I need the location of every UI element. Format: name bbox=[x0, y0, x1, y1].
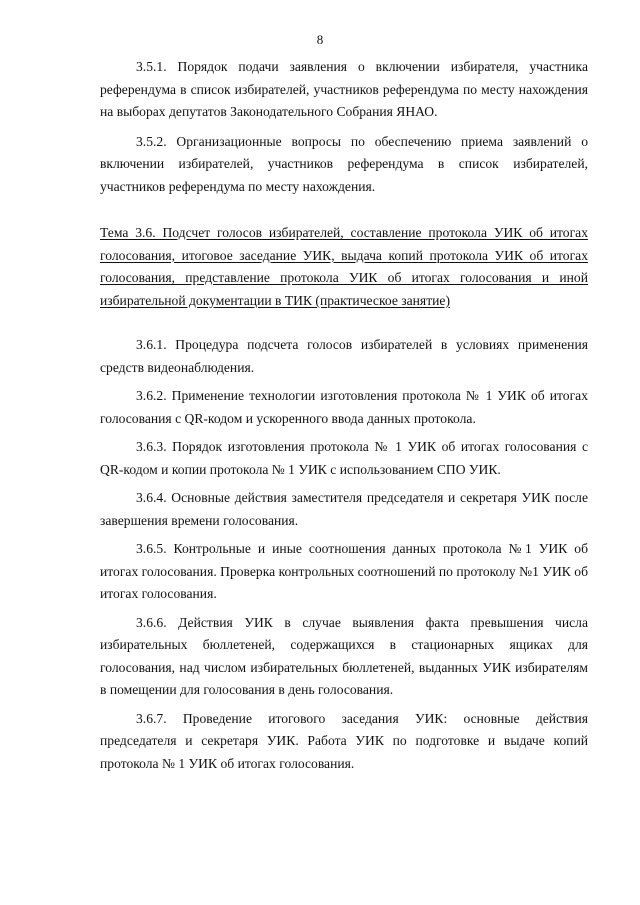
paragraph-3-6-2: 3.6.2. Применение технологии изготовления протокола № 1 УИК об итогах голосования с QR-кодом и ускоренного ввода данных протокола. bbox=[100, 388, 588, 426]
page-number: 8 bbox=[316, 32, 324, 47]
topic-heading-3-6: Тема 3.6. Подсчет голосов избирателей, составление протокола УИК об итогах голосования, итоговое заседание УИК, выдача копий протокола УИК об итогах голосования, представление протокола УИК об итогах голосования и иной избирательной документации в ТИК (практическое занятие) bbox=[100, 225, 588, 308]
paragraph-3-6-4: 3.6.4. Основные действия заместителя председателя и секретаря УИК после завершения времени голосования. bbox=[100, 490, 588, 528]
paragraph-3-5-2: 3.5.2. Организационные вопросы по обеспечению приема заявлений о включении избирателей, участников референдума в список избирателей, участников референдума по месту нахождения. bbox=[100, 133, 588, 194]
paragraph-3-6-1: 3.6.1. Процедура подсчета голосов избирателей в условиях применения средств видеонаблюдения. bbox=[100, 337, 588, 375]
paragraph-3-6-7: 3.6.7. Проведение итогового заседания УИК: основные действия председателя и секретаря УИК. Работа УИК по подготовке и выдаче копий протокола № 1 УИК об итогах голосования. bbox=[100, 710, 588, 771]
paragraph-3-6-6: 3.6.6. Действия УИК в случае выявления факта превышения числа избирательных бюллетеней, содержащихся в стационарных ящиках для голосования, над числом избирательных бюллетеней, выданных УИК избирателям в помещении для голосования в день голосования. bbox=[100, 614, 588, 697]
paragraph-3-5-1: 3.5.1. Порядок подачи заявления о включении избирателя, участника референдума в список избирателей, участников референдума по месту нахождения на выборах депутатов Законодательного Собрания ЯНАО. bbox=[100, 59, 588, 119]
section-3-5-items bbox=[100, 56, 588, 198]
section-3-6-items bbox=[100, 334, 588, 775]
document-body bbox=[100, 56, 588, 781]
paragraph-3-6-5: 3.6.5. Контрольные и иные соотношения данных протокола №1 УИК об итогах голосования. Проверка контрольных соотношений по протоколу №1 УИК об итогах голосования. bbox=[100, 541, 588, 601]
paragraph-3-6-3: 3.6.3. Порядок изготовления протокола № 1 УИК об итогах голосования с QR-кодом и копии протокола № 1 УИК с использованием СПО УИК. bbox=[100, 439, 588, 477]
